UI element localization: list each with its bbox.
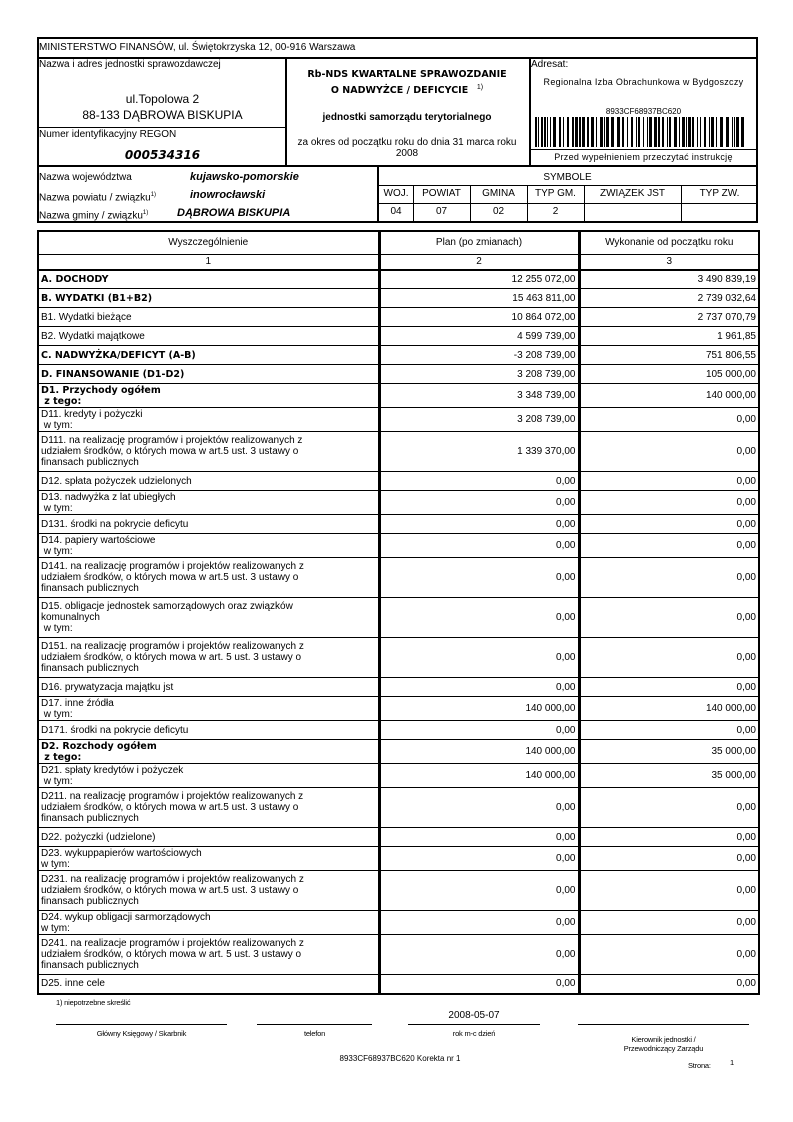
table-row: [38, 935, 759, 975]
symbols-title: SYMBOLE: [543, 172, 592, 183]
execution-value: 35 000,00: [579, 740, 759, 764]
row-label-line: D1. Przychody ogółem: [41, 384, 161, 396]
barcode: [535, 117, 750, 147]
row-label-line: w tym:: [41, 858, 70, 870]
column-index: 1: [38, 254, 379, 270]
row-label: [38, 638, 379, 678]
plan-value: 4 599 739,00: [379, 327, 579, 346]
signature-line-accountant: [56, 1024, 227, 1025]
barcode-bar: [741, 117, 744, 147]
accountant-label: Główny Księgowy / Skarbnik: [96, 1029, 187, 1038]
symbol-value: 04: [390, 206, 402, 217]
row-label: [38, 598, 379, 638]
table-row: [38, 289, 759, 308]
signature-line-phone: [257, 1024, 372, 1025]
plan-value: 3 208 739,00: [379, 365, 579, 384]
execution-value: 105 000,00: [579, 365, 759, 384]
row-label-line: D21. spłaty kredytów i pożyczek: [41, 764, 184, 776]
row-label-line: D151. na realizację programów i projektów realizowanych z: [41, 641, 304, 652]
barcode-bar: [697, 117, 698, 147]
symbol-value: 02: [492, 206, 505, 217]
commune-label: [39, 208, 148, 221]
row-label-line: udziałem środków, o których mowa w art.5 ust. 3 ustawy o: [41, 572, 299, 583]
barcode-bar: [579, 117, 581, 147]
barcode-text: 8933CF68937BC620: [605, 107, 682, 116]
row-label: [38, 871, 379, 911]
table-row: [38, 678, 759, 697]
row-label-line: D12. spłata pożyczek udzielonych: [41, 475, 192, 487]
plan-value: 0,00: [379, 598, 579, 638]
symbol-header: TYP ZW.: [699, 188, 740, 199]
barcode-bar: [591, 117, 594, 147]
table-row: [38, 491, 759, 515]
barcode-bar: [674, 117, 677, 147]
table-row: [38, 697, 759, 721]
barcode-bar: [582, 117, 585, 147]
plan-value: 0,00: [379, 558, 579, 598]
table-row: [38, 270, 759, 289]
row-label: [38, 289, 379, 308]
row-label: [38, 327, 379, 346]
row-label: [38, 788, 379, 828]
execution-value: 0,00: [579, 534, 759, 558]
row-label: [38, 975, 379, 994]
table-row: [38, 327, 759, 346]
barcode-bar: [669, 117, 671, 147]
report-date: 2008-05-07: [448, 1010, 500, 1021]
table-row: [38, 721, 759, 740]
row-label-line: w tym:: [41, 775, 73, 787]
table-row: [38, 558, 759, 598]
barcode-bar: [572, 117, 574, 147]
ministry-address: MINISTERSTWO FINANSÓW, ul. Świętokrzyska 12, 00-916 Warszawa: [39, 42, 356, 53]
commune-label-text: Nazwa gminy / związku: [39, 210, 143, 222]
execution-value: 0,00: [579, 975, 759, 994]
row-label: [38, 472, 379, 491]
row-label: [38, 346, 379, 365]
barcode-bar: [688, 117, 691, 147]
execution-value: 2 737 070,79: [579, 308, 759, 327]
row-label-line: D22. pożyczki (udzielone): [41, 831, 156, 843]
row-label: [38, 308, 379, 327]
row-label: [38, 697, 379, 721]
plan-value: 3 348 739,00: [379, 384, 579, 408]
table-row: [38, 911, 759, 935]
barcode-bar: [686, 117, 687, 147]
report-period: za okres od początku roku do dnia 31 marca roku: [297, 137, 517, 148]
row-label-line: z tego:: [41, 751, 82, 763]
page-label: Strona:: [688, 1061, 711, 1070]
barcode-bar: [711, 117, 714, 147]
date-label: rok m-c dzień: [452, 1029, 496, 1038]
plan-value: 0,00: [379, 678, 579, 697]
row-label: [38, 721, 379, 740]
barcode-bar: [617, 117, 620, 147]
row-label-line: udziałem środków, o których mowa w art. 5 ust. 3 ustawy o: [41, 949, 302, 960]
row-label: [38, 270, 379, 289]
row-label: [38, 534, 379, 558]
execution-value: 0,00: [579, 788, 759, 828]
plan-value: 10 864 072,00: [379, 308, 579, 327]
plan-value: 0,00: [379, 935, 579, 975]
row-label-line: D111. na realizację programów i projektów realizowanych z: [41, 435, 303, 446]
barcode-bar: [535, 117, 537, 147]
execution-value: 140 000,00: [579, 384, 759, 408]
execution-value: 0,00: [579, 828, 759, 847]
voivodeship-value: kujawsko-pomorskie: [190, 171, 299, 183]
plan-value: 0,00: [379, 472, 579, 491]
barcode-bar: [567, 117, 569, 147]
row-label-line: D23. wykuppapierów wartościowych: [41, 847, 202, 859]
column-header-description: Wyszczególnienie: [38, 231, 379, 254]
plan-value: 140 000,00: [379, 697, 579, 721]
table-row: [38, 515, 759, 534]
table-row: [38, 847, 759, 871]
plan-value: 1 339 370,00: [379, 432, 579, 472]
table-row: [38, 764, 759, 788]
row-label-line: B. WYDATKI (B1+B2): [41, 292, 153, 304]
report-title-line-1: Rb-NDS KWARTALNE SPRAWOZDANIE: [307, 69, 507, 80]
row-label: [38, 764, 379, 788]
unit-city: 88-133 DĄBROWA BISKUPIA: [82, 108, 243, 122]
barcode-bar: [716, 117, 717, 147]
symbol-header: ZWIĄZEK JST: [600, 188, 665, 199]
barcode-bar: [550, 117, 551, 147]
plan-value: 0,00: [379, 847, 579, 871]
execution-value: 0,00: [579, 598, 759, 638]
table-row: [38, 472, 759, 491]
table-row: [38, 788, 759, 828]
footnote-mark: 1): [150, 192, 157, 198]
row-label-line: D. FINANSOWANIE (D1-D2): [41, 368, 185, 380]
divider: [530, 149, 756, 150]
voivodeship-label: Nazwa województwa: [39, 172, 132, 183]
symbol-value: 07: [435, 206, 448, 217]
symbol-header: TYP GM.: [535, 188, 576, 199]
phone-label: telefon: [303, 1029, 326, 1038]
table-header-row: [38, 231, 759, 254]
commune-value: DĄBROWA BISKUPIA: [177, 207, 291, 219]
table-row: [38, 975, 759, 994]
table-row: [38, 346, 759, 365]
barcode-bar: [732, 117, 733, 147]
unit-street: ul.Topolowa 2: [125, 92, 200, 106]
column-header-plan: Plan (po zmianach): [379, 231, 579, 254]
execution-value: 0,00: [579, 871, 759, 911]
execution-value: 1 961,85: [579, 327, 759, 346]
addressee-label: Adresat:: [531, 59, 569, 70]
barcode-bar: [658, 117, 660, 147]
execution-value: 0,00: [579, 432, 759, 472]
table-row: [38, 534, 759, 558]
report-subtitle: jednostki samorządu terytorialnego: [322, 112, 492, 123]
plan-value: 15 463 811,00: [379, 289, 579, 308]
plan-value: 140 000,00: [379, 740, 579, 764]
divider: [39, 127, 287, 128]
row-label-line: D171. środki na pokrycie deficytu: [41, 724, 189, 736]
row-label-line: w tym:: [41, 545, 73, 557]
column-index: 3: [579, 254, 759, 270]
column-index-row: [38, 254, 759, 270]
execution-value: 0,00: [579, 638, 759, 678]
barcode-bar: [647, 117, 648, 147]
footnote-mark: 1): [476, 84, 484, 91]
row-label-line: B2. Wydatki majątkowe: [41, 330, 145, 342]
county-label: [39, 190, 156, 203]
table-row: [38, 871, 759, 911]
row-label: [38, 911, 379, 935]
page-number: 1: [730, 1058, 734, 1067]
table-row: [38, 384, 759, 408]
county-value: inowrocławski: [190, 189, 266, 201]
table-row: [38, 740, 759, 764]
row-label-line: D17. inne źródła: [41, 697, 114, 709]
barcode-bar: [643, 117, 644, 147]
barcode-bar: [679, 117, 680, 147]
row-label-line: udziałem środków, o których mowa w art.5 ust. 3 ustawy o: [41, 885, 299, 896]
county-label-text: Nazwa powiatu / związku: [39, 192, 151, 204]
execution-value: 35 000,00: [579, 764, 759, 788]
barcode-bar: [682, 117, 685, 147]
barcode-bar: [627, 117, 628, 147]
row-label: [38, 515, 379, 534]
barcode-bar: [587, 117, 589, 147]
plan-value: 0,00: [379, 721, 579, 740]
document-id: 8933CF68937BC620 Korekta nr 1: [339, 1054, 461, 1063]
execution-value: 2 739 032,64: [579, 289, 759, 308]
execution-value: 0,00: [579, 721, 759, 740]
row-label: [38, 408, 379, 432]
row-label-line: D211. na realizację programów i projektów realizowanych z: [41, 791, 304, 802]
barcode-bar: [692, 117, 694, 147]
barcode-bar: [611, 117, 614, 147]
row-label: [38, 432, 379, 472]
barcode-bar: [541, 117, 543, 147]
execution-value: 0,00: [579, 911, 759, 935]
plan-value: 3 208 739,00: [379, 408, 579, 432]
table-row: [38, 408, 759, 432]
execution-value: 0,00: [579, 847, 759, 871]
execution-value: 0,00: [579, 515, 759, 534]
plan-value: 0,00: [379, 871, 579, 911]
execution-value: 751 806,55: [579, 346, 759, 365]
plan-value: 0,00: [379, 515, 579, 534]
execution-value: 0,00: [579, 408, 759, 432]
row-label-line: udziałem środków, o których mowa w art. 5 ust. 3 ustawy o: [41, 652, 302, 663]
row-label-line: w tym:: [41, 502, 73, 514]
signature-line-head: [578, 1024, 749, 1025]
footnote-text: 1) niepotrzebne skreślić: [56, 998, 131, 1007]
row-label: [38, 678, 379, 697]
report-title-2: O NADWYŻCE / DEFICYCIE: [330, 85, 469, 97]
execution-value: 0,00: [579, 558, 759, 598]
plan-value: 0,00: [379, 828, 579, 847]
row-label: [38, 935, 379, 975]
row-label-line: D13. nadwyżka z lat ubiegłych: [41, 491, 176, 503]
symbol-header: GMINA: [482, 188, 515, 199]
row-label-line: B1. Wydatki bieżące: [41, 311, 132, 323]
row-label-line: z tego:: [41, 395, 82, 407]
row-label-line: finansach publicznych: [41, 583, 139, 594]
row-label: [38, 740, 379, 764]
row-label-line: A. DOCHODY: [41, 273, 109, 285]
table-row: [38, 432, 759, 472]
barcode-bar: [700, 117, 701, 147]
plan-value: 0,00: [379, 788, 579, 828]
barcode-bar: [606, 117, 609, 147]
table-row: [38, 828, 759, 847]
column-index: 2: [379, 254, 579, 270]
plan-value: -3 208 739,00: [379, 346, 579, 365]
symbol-value: 2: [552, 206, 559, 217]
row-label-line: D231. na realizację programów i projektów realizowanych z: [41, 874, 304, 885]
row-label-line: udziałem środków, o których mowa w art.5 ust. 3 ustawy o: [41, 802, 299, 813]
row-label-line: D141. na realizację programów i projektów realizowanych z: [41, 561, 304, 572]
barcode-bar: [736, 117, 739, 147]
barcode-bar: [544, 117, 546, 147]
row-label-line: D15. obligacje jednostek samorządowych oraz związków: [41, 601, 293, 612]
row-label-line: finansach publicznych: [41, 813, 139, 824]
barcode-bar: [631, 117, 633, 147]
row-label: [38, 365, 379, 384]
barcode-bar: [667, 117, 668, 147]
head-label-line-1: Kierownik jednostki /: [631, 1035, 696, 1044]
column-header-execution: Wykonanie od początku roku: [579, 231, 759, 254]
plan-value: 0,00: [379, 975, 579, 994]
table-row: [38, 638, 759, 678]
row-label-line: D14. papiery wartościowe: [41, 534, 156, 546]
execution-value: 0,00: [579, 472, 759, 491]
table-row: [38, 308, 759, 327]
row-label-line: komunalnych: [41, 612, 100, 623]
footnote-mark: 1): [142, 210, 149, 216]
execution-value: 0,00: [579, 491, 759, 515]
row-label-line: w tym:: [41, 623, 73, 634]
regon-label: Numer identyfikacyjny REGON: [39, 129, 177, 140]
row-label-line: w tym:: [41, 419, 73, 431]
barcode-bar: [704, 117, 706, 147]
execution-value: 0,00: [579, 678, 759, 697]
row-label-line: w tym:: [41, 922, 70, 934]
barcode-bar: [622, 117, 624, 147]
execution-value: 3 490 839,19: [579, 270, 759, 289]
row-label-line: finansach publicznych: [41, 960, 139, 971]
barcode-bar: [600, 117, 603, 147]
barcode-bar: [662, 117, 664, 147]
row-label-line: finansach publicznych: [41, 457, 139, 468]
signature-line-date: [408, 1024, 540, 1025]
barcode-bar: [720, 117, 723, 147]
head-label-line-2: Przewodniczący Zarządu: [623, 1044, 704, 1053]
row-label-line: D16. prywatyzacja majątku jst: [41, 681, 174, 693]
symbol-header: WOJ.: [383, 188, 409, 199]
plan-value: 0,00: [379, 911, 579, 935]
row-label-line: D11. kredyty i pożyczki: [41, 408, 143, 420]
row-label: [38, 491, 379, 515]
row-label-line: D131. środki na pokrycie deficytu: [41, 518, 189, 530]
barcode-bar: [709, 117, 710, 147]
barcode-bar: [538, 117, 539, 147]
row-label-line: finansach publicznych: [41, 896, 139, 907]
plan-value: 12 255 072,00: [379, 270, 579, 289]
financial-table: [37, 230, 760, 995]
barcode-bar: [649, 117, 652, 147]
barcode-bar: [654, 117, 657, 147]
row-label-line: finansach publicznych: [41, 663, 139, 674]
symbol-header: POWIAT: [422, 188, 461, 199]
row-label-line: w tym:: [41, 708, 73, 720]
plan-value: 0,00: [379, 638, 579, 678]
row-label-line: D24. wykup obligacji sarmorządowych: [41, 911, 211, 923]
plan-value: 140 000,00: [379, 764, 579, 788]
execution-value: 0,00: [579, 935, 759, 975]
row-label-line: D2. Rozchody ogółem: [41, 740, 157, 752]
table-row: [38, 598, 759, 638]
addressee-name: Regionalna Izba Obrachunkowa w Bydgoszczy: [543, 77, 744, 87]
barcode-bar: [575, 117, 578, 147]
table-row: [38, 365, 759, 384]
regon-value: 000534316: [124, 148, 201, 162]
barcode-bar: [563, 117, 564, 147]
row-label-line: D241. na realizacje programów i projektów realizowanych z: [41, 938, 304, 949]
barcode-bar: [604, 117, 605, 147]
barcode-bar: [726, 117, 729, 147]
execution-value: 140 000,00: [579, 697, 759, 721]
barcode-bar: [734, 117, 735, 147]
plan-value: 0,00: [379, 491, 579, 515]
barcode-bar: [596, 117, 597, 147]
row-label-line: udziałem środków, o których mowa w art.5 ust. 3 ustawy o: [41, 446, 299, 457]
barcode-bar: [638, 117, 640, 147]
report-title-line-2: [285, 82, 529, 96]
row-label-line: C. NADWYŻKA/DEFICYT (A-B): [41, 349, 196, 361]
row-label: [38, 384, 379, 408]
row-label: [38, 847, 379, 871]
row-label-line: D25. inne cele: [41, 978, 105, 990]
row-label: [38, 828, 379, 847]
report-year: 2008: [395, 148, 419, 159]
plan-value: 0,00: [379, 534, 579, 558]
row-label: [38, 558, 379, 598]
barcode-bar: [636, 117, 637, 147]
barcode-bar: [553, 117, 556, 147]
barcode-bar: [559, 117, 561, 147]
unit-label: Nazwa i adres jednostki sprawozdawczej: [39, 59, 221, 70]
instruction-note: Przed wypełnieniem przeczytać instrukcję: [554, 152, 733, 162]
barcode-bar: [547, 117, 548, 147]
